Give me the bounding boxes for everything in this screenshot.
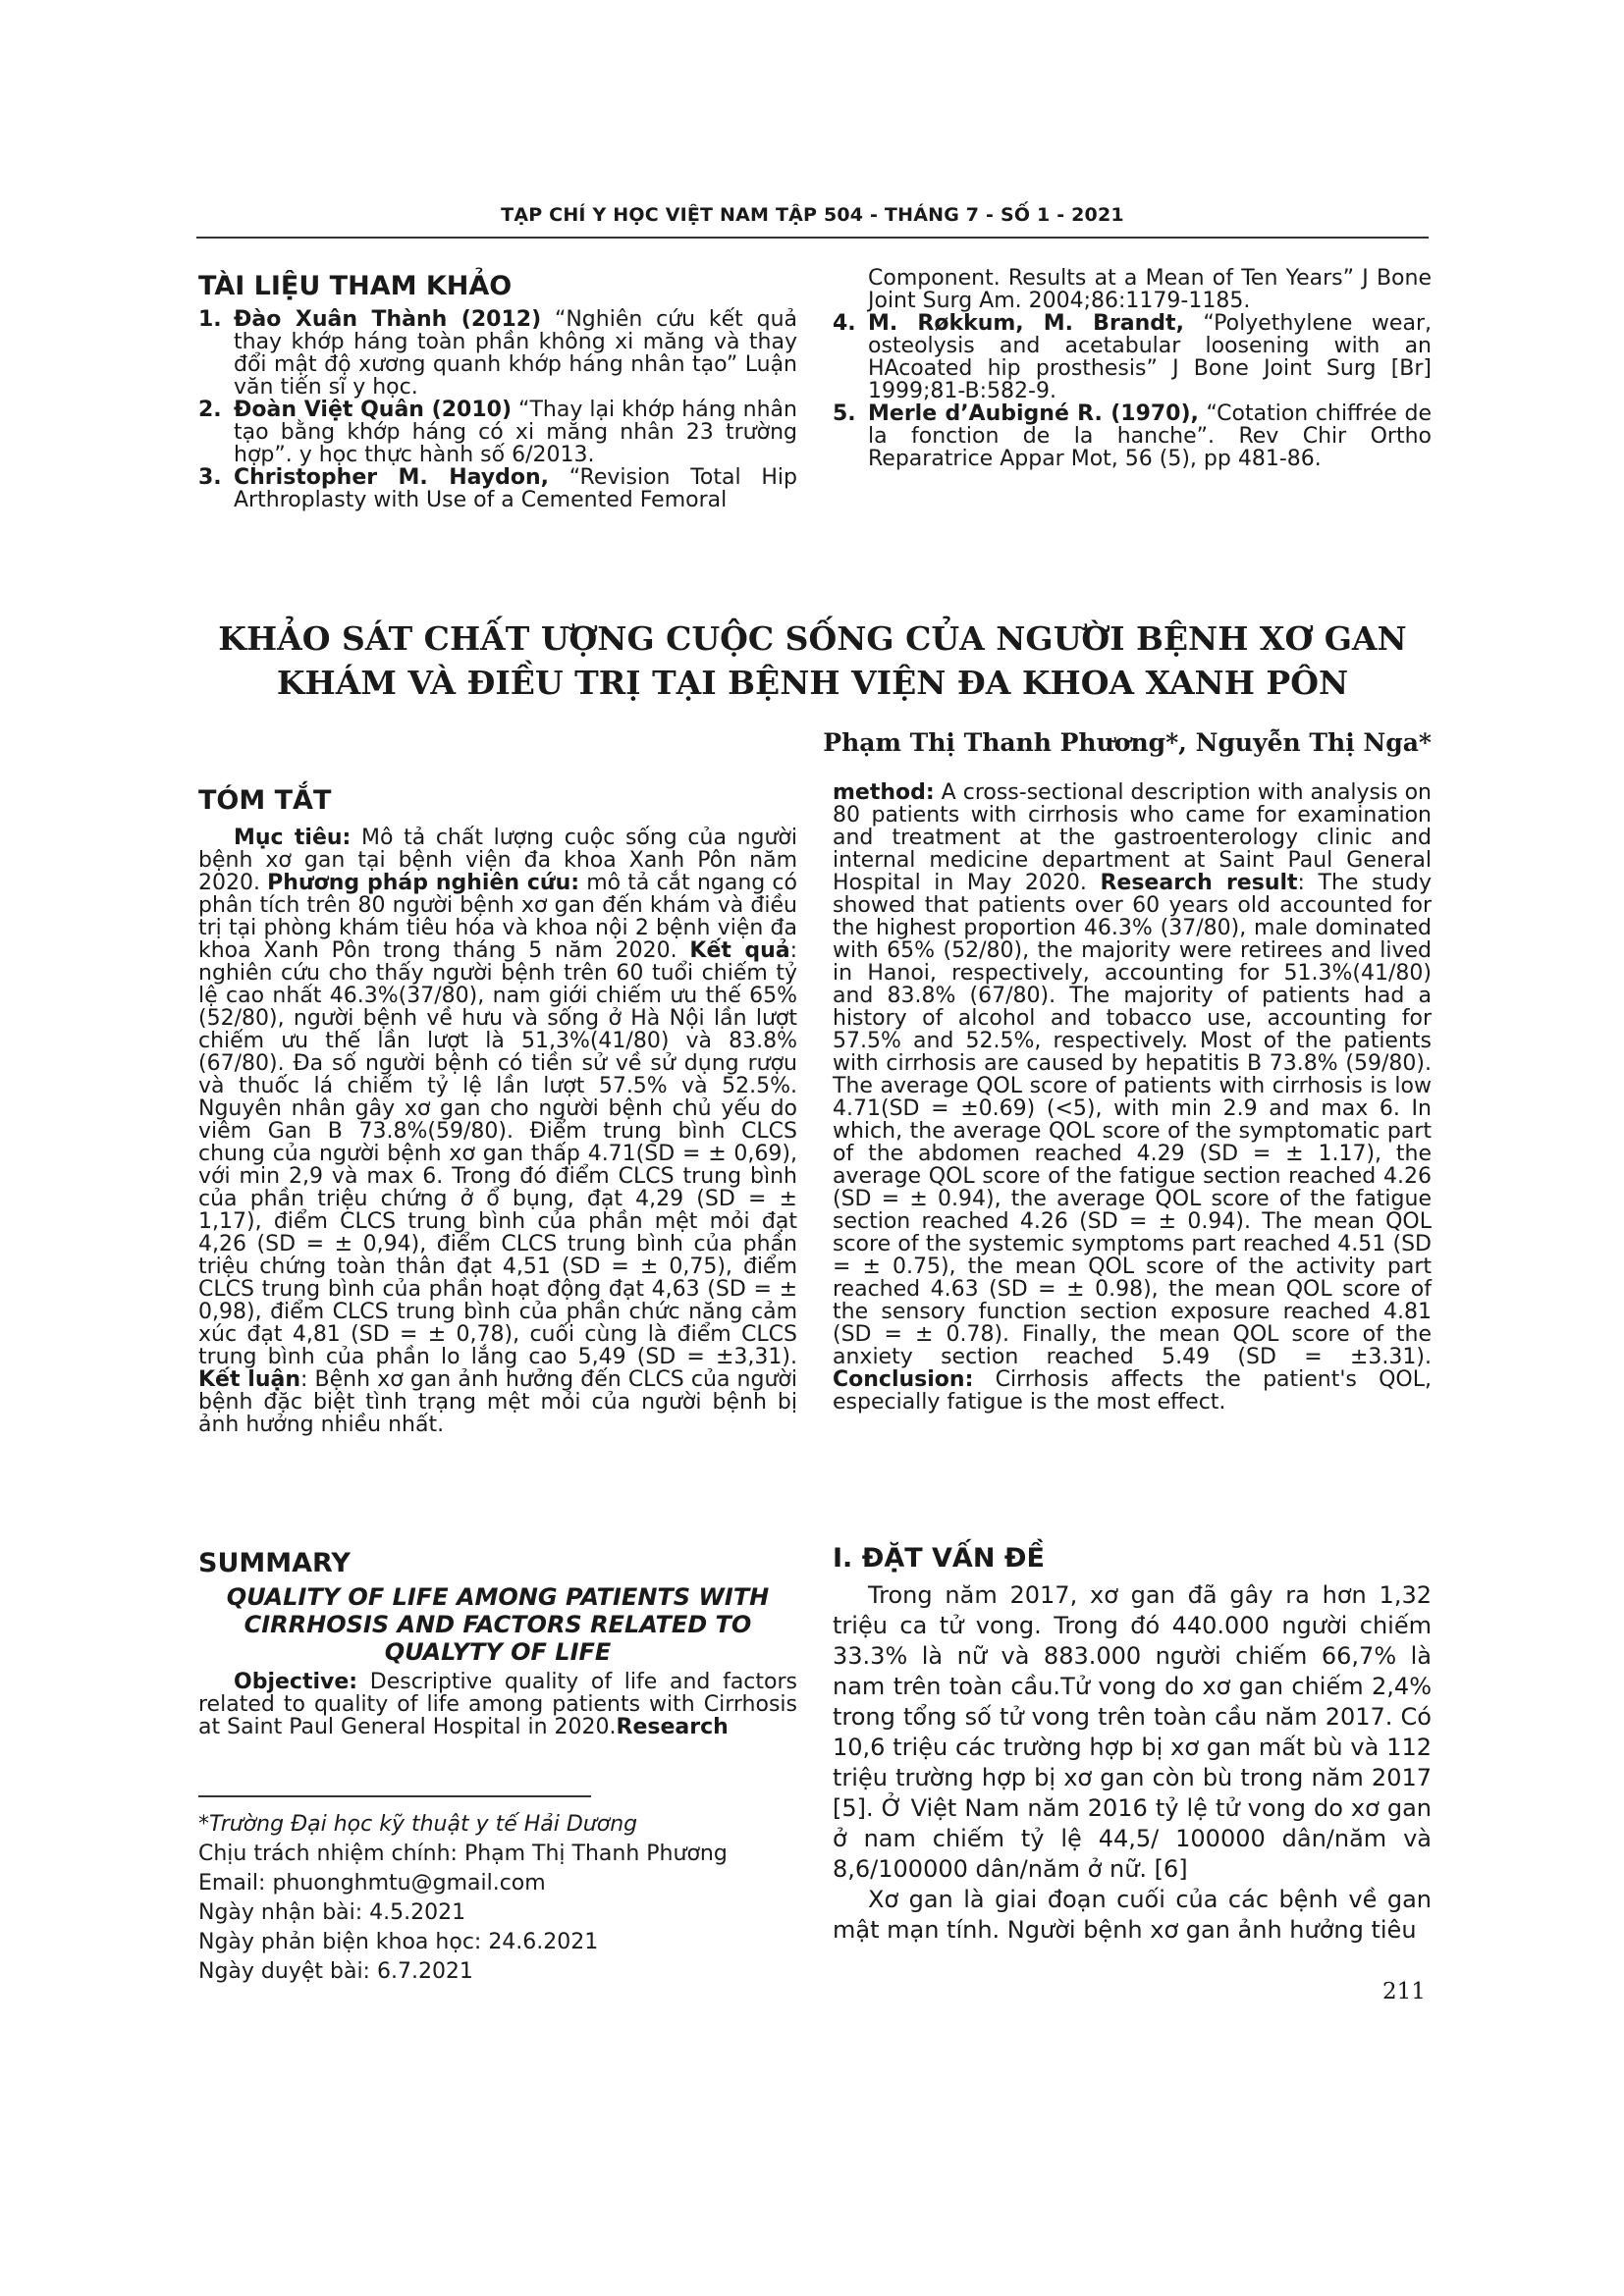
article-title: [196, 616, 1429, 705]
article-title-line-1: KHẢO SÁT CHẤT ƯỢNG CUỘC SỐNG CỦA NGƯỜI BỆNH XƠ GAN: [218, 619, 1407, 658]
intro-paragraph: Xơ gan là giai đoạn cuối của các bệnh về gan mật mạn tính. Người bệnh xơ gan ảnh hưởng tiêu: [833, 1886, 1432, 1944]
abstract-vi-body: Mục tiêu: Mô tả chất lượng cuộc sống của người bệnh xơ gan tại bệnh viện đa khoa Xanh Pôn năm 2020. Phương pháp nghiên cứu: mô tả cắt ngang có phân tích trên 80 người bệnh xơ gan đến khám và điều trị tại phòng khám tiêu hóa và khoa nội 2 bệnh viện đa khoa Xanh Pôn trong tháng 5 năm 2020. Kết quả: nghiên cứu cho thấy người bệnh trên 60 tuổi chiếm tỷ lệ cao nhất 46.3%(37/80), nam giới chiếm ưu thế 65%(52/80), người bệnh về hưu và sống ở Hà Nội lần lượt chiếm ưu thế lần lượt là 51,3%(41/80) và 83.8% (67/80). Đa số người bệnh có tiền sử về sử dụng rượu và thuốc lá chiếm tỷ lệ lần lượt 57.5% và 52.5%. Nguyên nhân gây xơ gan cho người bệnh chủ yếu do viêm Gan B 73.8%(59/80). Điểm trung bình CLCS chung của người bệnh xơ gan thấp 4.71(SD = ± 0,69), với min 2,9 và max 6. Trong đó điểm CLCS trung bình của phần triệu chứng ở ổ bụng, đạt 4,29 (SD = ± 1,17), điểm CLCS trung bình của phần mệt mỏi đạt 4,26 (SD = ± 0,94), điểm CLCS trung bình của phần triệu chứng toàn thân đạt 4,51 (SD = ± 0,75), điểm CLCS trung bình của phần hoạt động đạt 4,63 (SD = ± 0,98), điểm CLCS trung bình của phần chức năng cảm xúc đạt 4,81 (SD = ± 0,78), cuối cùng là điểm CLCS trung bình của phần lo lắng cao 5,49 (SD = ±3,31). Kết luận: Bệnh xơ gan ảnh hưởng đến CLCS của người bệnh đặc biệt tình trạng mệt mỏi của người bệnh bị ảnh hưởng nhiều nhất.: [198, 826, 798, 1437]
footnote-email: Email: phuonghmtu@gmail.com: [198, 1871, 546, 1896]
summary-subtitle: QUALITY OF LIFE AMONG PATIENTS WITH CIRRHOSIS AND FACTORS RELATED TO QUALYTY OF LIFE: [226, 1583, 770, 1666]
reference-item: 3. Christopher M. Haydon, “Revision Total Hip Arthroplasty with Use of a Cemented Femoral: [198, 465, 797, 512]
footnote-received: Ngày nhận bài: 4.5.2021: [198, 1900, 466, 1925]
reference-item: 1. Đào Xuân Thành (2012) “Nghiên cứu kết quả thay khớp háng toàn phần không xi măng và thay đổi mật độ xương quanh khớp háng nhân tạo” Luận văn tiến sĩ y học.: [198, 307, 797, 400]
summary-body-right: method: A cross-sectional description with analysis on 80 patients with cirrhosis who came for examination and treatment at the gastroenterology clinic and internal medicine department at Saint Paul General Hospital in May 2020. Research result: The study showed that patients over 60 years old accounted for the highest proportion 46.3% (37/80), male dominated with 65% (52/80), the majority were retirees and lived in Hanoi, respectively, accounting for 51.3%(41/80) and 83.8% (67/80). The majority of patients had a history of alcohol and tobacco use, accounting for 57.5% and 52.5%, respectively. Most of the patients with cirrhosis are caused by hepatitis B 73.8% (59/80). The average QOL score of patients with cirrhosis is low 4.71(SD = ±0.69) (<5), with min 2.9 and max 6. In which, the average QOL score of the symptomatic part of the abdomen reached 4.29 (SD = ± 1.17), the average QOL score of the fatigue section reached 4.26 (SD = ± 0.94), the average QOL score of the fatigue section reached 4.26 (SD = ± 0.94). The mean QOL score of the systemic symptoms part reached 4.51 (SD = ± 0.75), the mean QOL score of the activity part reached 4.63 (SD = ± 0.98), the mean QOL score of the sensory function section exposure reached 4.81 (SD = ± 0.78). Finally, the mean QOL score of the anxiety section reached 5.49 (SD = ±3.31). Conclusion: Cirrhosis affects the patient's QOL, especially fatigue is the most effect.: [833, 780, 1432, 1415]
abstract-vi-title: TÓM TẮT: [198, 785, 332, 816]
footnote-rule: [198, 1795, 591, 1797]
article-title-line-2: KHÁM VÀ ĐIỀU TRỊ TẠI BỆNH VIỆN ĐA KHOA XANH PÔN: [276, 664, 1349, 702]
intro-title: I. ĐẶT VẤN ĐỀ: [833, 1543, 1045, 1574]
reference-item: 2. Đoàn Việt Quân (2010) “Thay lại khớp háng nhân tạo bằng khớp háng có xi măng nhân 23 trường hợp”. y học thực hành số 6/2013.: [198, 398, 797, 467]
intro-paragraph: Trong năm 2017, xơ gan đã gây ra hơn 1,32 triệu ca tử vong. Trong đó 440.000 người chiếm 33.3% là nữ và 883.000 người chiếm 66,7% là nam trên toàn cầu.Tử vong do xơ gan chiếm 2,4% trong tổng số tử vong trên toàn cầu năm 2017. Có 10,6 triệu các trường hợp bị xơ gan mất bù và 112 triệu trường hợp bị xơ gan còn bù trong năm 2017 [5]. Ở Việt Nam năm 2016 tỷ lệ tử vong do xơ gan ở nam chiếm tỷ lệ 44,5/ 100000 dân/năm và 8,6/100000 dân/năm ở nữ. [6]: [833, 1581, 1432, 1883]
page-number: 211: [1382, 1979, 1426, 2004]
running-head: TẠP CHÍ Y HỌC VIỆT NAM TẬP 504 - THÁNG 7 - SỐ 1 - 2021: [501, 204, 1124, 226]
header-rule: [196, 237, 1429, 239]
footnote: [198, 1810, 728, 1987]
reference-item: 5. Merle d’Aubigné R. (1970), “Cotation chiffrée de la fonction de la hanche”. Rev Chir Ortho Reparatrice Appar Mot, 56 (5), pp 481-86.: [833, 401, 1432, 471]
footnote-affiliation: *Trường Đại học kỹ thuật y tế Hải Dương: [198, 1812, 638, 1837]
summary-body-left: Objective: Descriptive quality of life and factors related to quality of life among patients with Cirrhosis at Saint Paul General Hospital in 2020.Research: [198, 1670, 797, 1739]
article-authors: Phạm Thị Thanh Phương*, Nguyễn Thị Nga*: [823, 728, 1432, 757]
references-list-left: [198, 308, 797, 511]
intro-body: [833, 1580, 1432, 1946]
references-list-right: [833, 267, 1432, 470]
footnote-reviewed: Ngày phản biện khoa học: 24.6.2021: [198, 1930, 599, 1954]
summary-title: SUMMARY: [198, 1548, 351, 1578]
reference-item: 4. M. Røkkum, M. Brandt, “Polyethylene wear, osteolysis and acetabular loosening with an HAcoated hip prosthesis” J Bone Joint Surg [Br] 1999;81-B:582-9.: [833, 311, 1432, 403]
footnote-responsible: Chịu trách nhiệm chính: Phạm Thị Thanh Phương: [198, 1842, 728, 1866]
reference-continuation: Component. Results at a Mean of Ten Years” J Bone Joint Surg Am. 2004;86:1179-1185.: [868, 266, 1432, 313]
references-title: TÀI LIỆU THAM KHẢO: [198, 271, 513, 301]
footnote-approved: Ngày duyệt bài: 6.7.2021: [198, 1959, 473, 1984]
